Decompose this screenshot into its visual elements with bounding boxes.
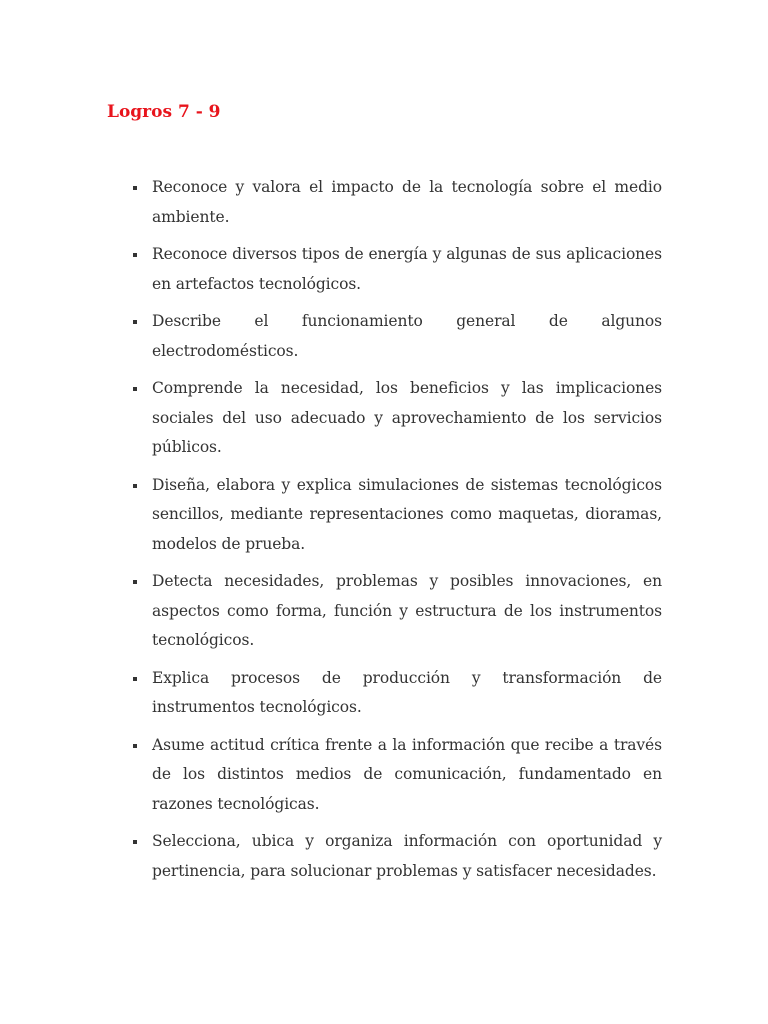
list-item-text: Reconoce diversos tipos de energía y algunas de sus aplicaciones en artefactos tecnológicos. bbox=[152, 245, 662, 293]
list-item-text: Selecciona, ubica y organiza información con oportunidad y pertinencia, para solucionar problemas y satisfacer necesidades. bbox=[152, 832, 662, 880]
list-item bbox=[130, 471, 662, 560]
achievements-list bbox=[130, 173, 662, 894]
list-item-text: Describe el funcionamiento general de algunos electrodomésticos. bbox=[152, 312, 662, 360]
list-item bbox=[130, 731, 662, 820]
list-item-text: Reconoce y valora el impacto de la tecnología sobre el medio ambiente. bbox=[152, 178, 662, 226]
list-item-text: Diseña, elabora y explica simulaciones de sistemas tecnológicos sencillos, mediante representaciones como maquetas, dioramas, modelos de prueba. bbox=[152, 475, 662, 553]
list-item bbox=[130, 827, 662, 886]
list-item-text: Detecta necesidades, problemas y posibles innovaciones, en aspectos como forma, función y estructura de los instrumentos tecnológicos. bbox=[152, 572, 662, 649]
page-title: Logros 7 - 9 bbox=[107, 102, 221, 122]
list-item bbox=[130, 173, 662, 232]
list-item-text: Comprende la necesidad, los beneficios y las implicaciones sociales del uso adecuado y aprovechamiento de los servicios públicos. bbox=[152, 379, 662, 456]
list-item bbox=[130, 567, 662, 656]
list-item-text: Asume actitud crítica frente a la información que recibe a través de los distintos medios de comunicación, fundamentado en razones tecnológicas. bbox=[152, 735, 662, 813]
list-item bbox=[130, 240, 662, 299]
list-item-text: Explica procesos de producción y transformación de instrumentos tecnológicos. bbox=[152, 668, 662, 716]
list-item bbox=[130, 664, 662, 723]
list-item bbox=[130, 374, 662, 463]
list-item bbox=[130, 307, 662, 366]
